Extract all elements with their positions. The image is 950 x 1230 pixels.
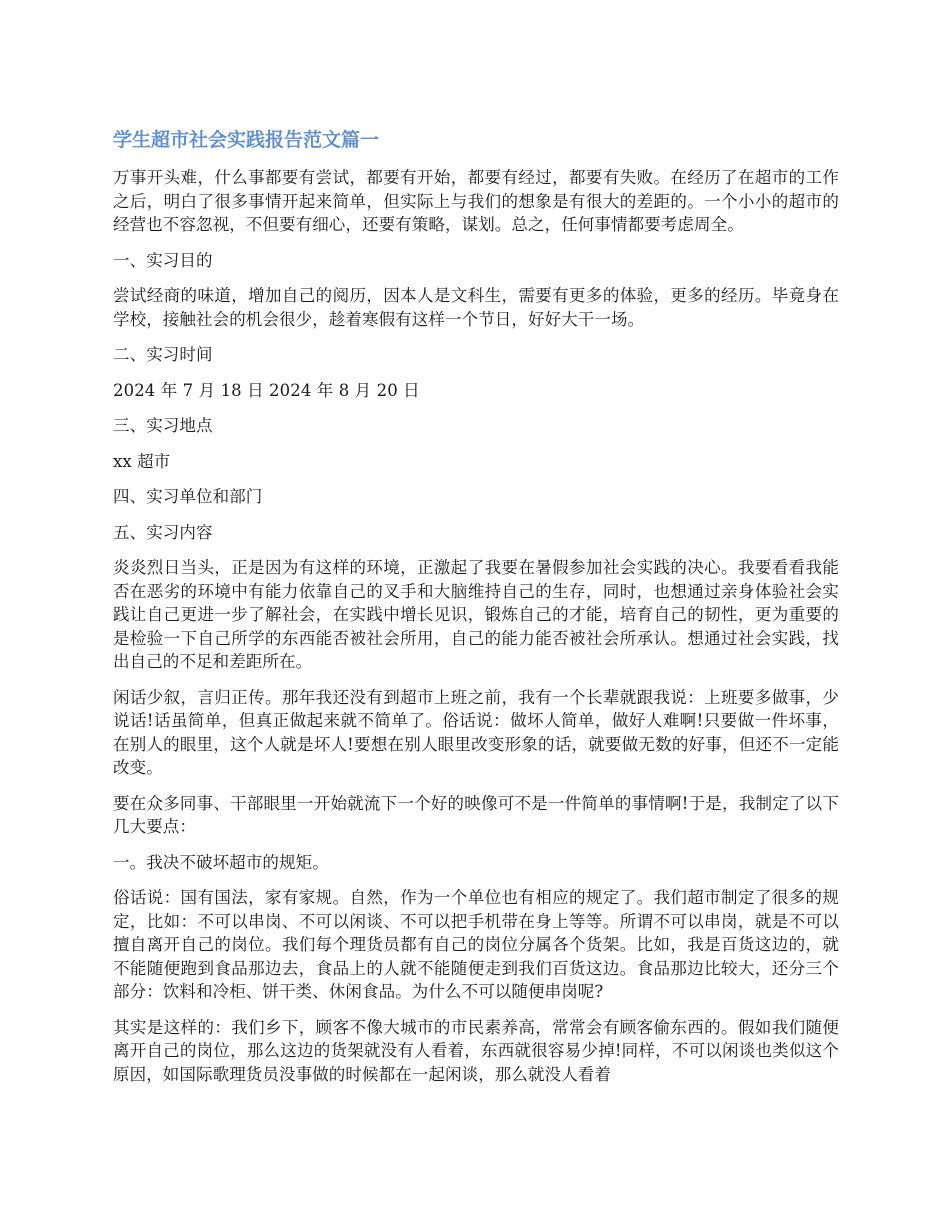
section-heading-time: 二、实习时间 (113, 345, 213, 364)
section-heading-purpose: 一、实习目的 (113, 250, 213, 270)
document-body (113, 166, 839, 1098)
section-heading-unit: 四、实习单位和部门 (113, 487, 263, 506)
document-title: 学生超市社会实践报告范文篇一 (113, 129, 380, 151)
paragraph-location: xx 超市 (113, 451, 171, 471)
section-heading-content: 五、实习内容 (113, 522, 213, 542)
paragraph-content-1: 炎炎烈日当头，正是因为有这样的环境，正激起了我要在暑假参加社会实践的决心。我要看看我能否在恶劣的环境中有能力依靠自己的叉手和大脑维持自己的生存，同时，也想通过亲身体验社会实践让自己更进一步了解社会，在实践中增长见识，锻炼自己的才能，培育自己的韧性，更为重要的是检验一下自己所学的东西能否被社会所用，自己的能力能否被社会所承认。想通过社会实践，找出自己的不足和差距所在。 (113, 558, 839, 671)
paragraph-intro: 万事开头难，什么事都要有尝试，都要有开始，都要有经过，都要有失败。在经历了在超市的工作之后，明白了很多事情开起来简单，但实际上与我们的想象是有很大的差距的。一个小小的超市的经营也不容忽视，不但要有细心，还要有策略，谋划。总之，任何事情都要考虑周全。 (113, 168, 839, 234)
paragraph-rule-heading: 一。我决不破坏超市的规矩。 (113, 852, 329, 872)
paragraph-reason: 其实是这样的：我们乡下，顾客不像大城市的市民素养高，常常会有顾客偷东西的。假如我们随便离开自己的岗位，那么这边的货架就没有人看着，东西就很容易少掉!同样，不可以闲谈也类似这个原因，如国际歌理货员没事做的时候都在一起闲谈，那么就没人看着 (113, 1017, 839, 1084)
paragraph-content-3: 要在众多同事、干部眼里一开始就流下一个好的映像可不是一件简单的事情啊!于是，我制定了以下几大要点： (113, 793, 839, 836)
paragraph-purpose: 尝试经商的味道，增加自己的阅历，因本人是文科生，需要有更多的体验，更多的经历。毕竟身在学校，接触社会的机会很少，趁着寒假有这样一个节日，好好大干一场。 (113, 286, 839, 329)
paragraph-content-2: 闲话少叙，言归正传。那年我还没有到超市上班之前，我有一个长辈就跟我说：上班要多做事，少说话!话虽简单，但真正做起来就不简单了。俗话说：做坏人简单，做好人难啊!只要做一件坏事，在别人的眼里，这个人就是坏人!要想在别人眼里改变形象的话，就要做无数的好事，但还不一定能改变。 (113, 687, 839, 777)
paragraph-rules: 俗话说：国有国法，家有家规。自然，作为一个单位也有相应的规定了。我们超市制定了很多的规定，比如：不可以串岗、不可以闲谈、不可以把手机带在身上等等。所谓不可以串岗，就是不可以擅自离开自己的岗位。我们每个理货员都有自己的岗位分属各个货架。比如，我是百货这边的，就不能随便跑到食品那边去，食品上的人就不能随便走到我们百货这边。食品那边比较大，还分三个部分：饮料和冷柜、饼干类、休闲食品。为什么不可以随便串岗呢? (113, 888, 839, 1001)
section-heading-location: 三、实习地点 (113, 416, 213, 435)
paragraph-time: 2024 年 7 月 18 日 2024 年 8 月 20 日 (113, 380, 420, 400)
